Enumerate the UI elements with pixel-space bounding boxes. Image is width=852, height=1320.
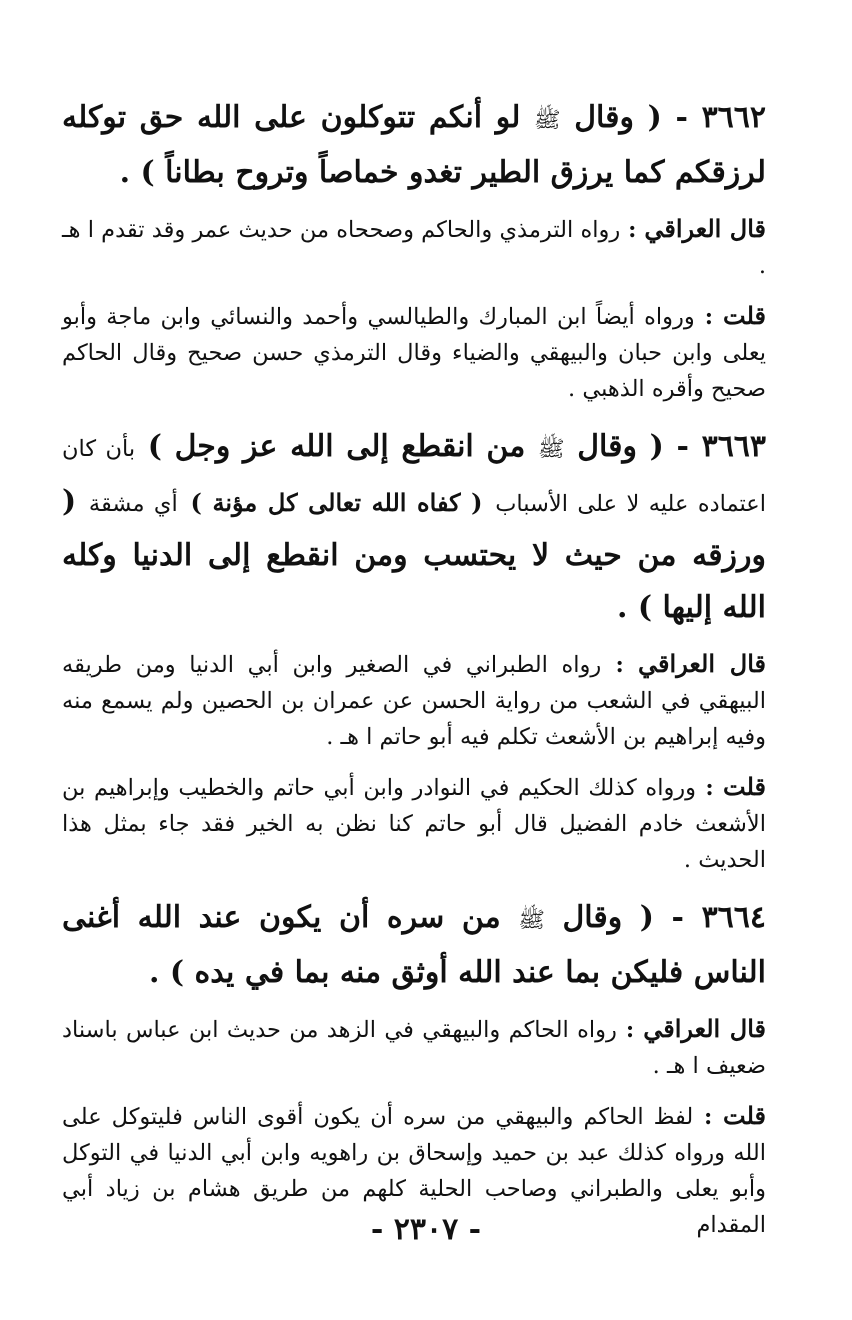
hadith-number: ٣٦٦٤ [701,900,767,935]
hadith-number: ٣٦٦٢ [701,100,767,135]
hadith-text: من انقطع إلى الله عز وجل ) [147,429,526,464]
iraqi-commentary [62,646,766,755]
qultu-text: ورواه كذلك الحكيم في النوادر وابن أبي حاتم والخطيب وإبراهيم بن الأشعث خادم الفضيل قال أبو حاتم كنا نظن به الخير فقد جاء بمثل هذا الحديث . [62,775,766,873]
hadith-number: ٣٦٦٣ [701,429,767,464]
colon: : [616,1017,644,1043]
colon: : [693,1104,724,1130]
iraqi-commentary [62,1011,766,1084]
dash: - [661,100,702,135]
colon: : [620,217,645,243]
qultu-text: ورواه أيضاً ابن المبارك والطيالسي وأحمد والنسائي وابن ماجة وأبو يعلى وابن حبان والبيهقي والضياء وقال الترمذي حسن صحيح وقال الحاكم صحيح وأقره الذهبي . [62,304,766,402]
hadith-text: ( وقال [574,100,662,135]
explanation-text: بأن كان اعتماده عليه لا على الأسباب [62,436,766,517]
iraqi-label: قال العراقي [643,1014,766,1043]
colon: : [694,304,724,330]
salawat-icon: ﷺ [537,437,565,462]
colon: : [696,775,723,801]
iraqi-text: رواه الطبراني في الصغير وابن أبي الدنيا ومن طريقه البيهقي في الشعب من رواية الحسن عن عمران بن الحصين ولم يسمع منه وفيه إبراهيم بن الأشعث تكلم فيه أبو حاتم ا هـ . [62,652,766,750]
iraqi-text: رواه الحاكم والبيهقي في الزهد من حديث ابن عباس باسناد ضعيف ا هـ . [62,1017,766,1079]
page-body [62,92,766,1257]
hadith-3664 [62,892,766,999]
qultu-text: لفظ الحاكم والبيهقي من سره أن يكون أقوى الناس فليتوكل على الله ورواه كذلك عبد بن حميد وإسحاق بن راهويه وابن أبي الدنيا في التوكل وأبو يعلى والطبراني وصاحب الحلية كلهم من طريق هشام بن زياد أبي المقدام [62,1104,766,1238]
qultu-label: قلت [723,772,766,801]
iraqi-text: رواه الترمذي والحاكم وصححاه من حديث عمر وقد تقدم ا هـ . [62,217,766,279]
iraqi-commentary [62,211,766,284]
dash: - [653,900,702,935]
hadith-text: لو أنكم تتوكلون على الله حق توكله لرزقكم كما يرزق الطير تغدو خماصاً وتروح بطاناً ) . [62,100,766,190]
salawat-icon: ﷺ [534,108,561,133]
explanation-text: أي مشقة [88,491,178,517]
qultu-commentary [62,298,766,407]
qultu-commentary [62,769,766,878]
colon: : [601,652,639,678]
hadith-text: ( ورزقه من حيث لا يحتسب ومن انقطع إلى الدنيا وكله الله إليها ) . [62,484,766,625]
hadith-text: من سره أن يكون عند الله أغنى الناس فليكن بما عند الله أوثق منه بما في يده ) . [62,900,766,990]
iraqi-label: قال العراقي [638,649,766,678]
qultu-label: قلت [723,301,766,330]
hadith-text: ( كفاه الله تعالى كل مؤنة ) [190,488,483,517]
hadith-text: ( وقال [562,900,654,935]
hadith-3663 [62,421,766,634]
qultu-label: قلت [723,1101,766,1130]
hadith-3662 [62,92,766,199]
hadith-text: ( وقال [577,429,664,464]
iraqi-label: قال العراقي [644,214,766,243]
dash: - [663,429,702,464]
page-number: - ٢٣٠٧ - [370,1212,482,1247]
salawat-icon: ﷺ [518,908,545,933]
